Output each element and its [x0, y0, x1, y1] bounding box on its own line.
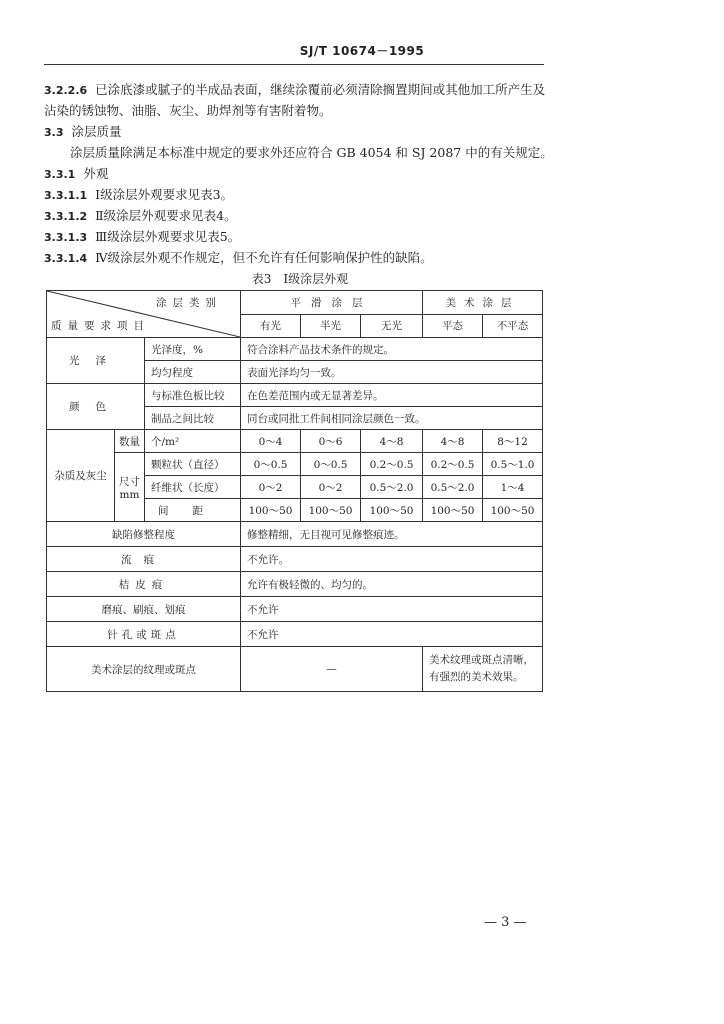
paragraph: [44, 122, 549, 143]
color-label: 颜色: [47, 384, 145, 430]
between-compare-label: 制品之间比较: [145, 407, 241, 430]
table-row: [47, 597, 543, 622]
paragraph: [44, 206, 549, 227]
impurity-label: 杂质及灰尘: [47, 430, 115, 522]
table-row: [47, 453, 543, 476]
count-value: 0～6: [301, 430, 361, 453]
clause-number: 3.3.1.3: [44, 231, 88, 244]
size-label: [115, 453, 145, 522]
spacing-value: 100～50: [241, 499, 301, 522]
table-corner-cell: [47, 291, 241, 338]
size-text: 尺寸: [119, 475, 140, 488]
granular-label: 颗粒状（直径）: [145, 453, 241, 476]
uniformity-label: 均匀程度: [145, 361, 241, 384]
paragraph: [44, 143, 575, 163]
gloss-degree-requirement: 符合涂料产品技术条件的规定。: [241, 338, 543, 361]
pinhole-requirement: 不允许: [241, 622, 543, 647]
fiber-value: 0.5～2.0: [423, 476, 483, 499]
granular-value: 0.2～0.5: [361, 453, 423, 476]
paragraph: [44, 185, 549, 206]
art-texture-requirement: 美术纹理或斑点清晰，有强烈的美术效果。: [423, 647, 543, 692]
orange-peel-requirement: 允许有极轻微的、均匀的。: [241, 572, 543, 597]
granular-value: 0～0.5: [241, 453, 301, 476]
finish-header: 有光: [241, 314, 301, 338]
fiber-label: 纤维状（长度）: [145, 476, 241, 499]
defect-repair-label: 缺陷修整程度: [47, 522, 241, 547]
table-row: [47, 522, 543, 547]
per-m2-label: 个/m²: [145, 430, 241, 453]
orange-peel-label: 桔皮痕: [47, 572, 241, 597]
between-compare-requirement: 同台或同批工件间相同涂层颜色一致。: [241, 407, 543, 430]
fiber-value: 1～4: [483, 476, 543, 499]
corner-top-label: 涂层类别: [156, 297, 223, 309]
clause-number: 3.3.1.1: [44, 189, 88, 202]
art-coating-header: 美术涂层: [423, 291, 543, 315]
table-row: [47, 430, 543, 453]
sag-label: 流痕: [47, 547, 241, 572]
finish-header: 不平态: [483, 314, 543, 338]
fiber-value: 0～2: [301, 476, 361, 499]
clause-number: 3.3.1.4: [44, 252, 88, 265]
table-row: [47, 338, 543, 361]
appearance-table: [46, 290, 543, 692]
count-value: 0～4: [241, 430, 301, 453]
pinhole-label: 针孔或斑点: [47, 622, 241, 647]
clause-number: 3.3.1.2: [44, 210, 88, 223]
table-row: [47, 547, 543, 572]
paragraph: [44, 101, 549, 121]
count-value: 4～8: [423, 430, 483, 453]
clause-text: Ⅰ级涂层外观要求见表3。: [95, 187, 234, 202]
finish-header: 半光: [301, 314, 361, 338]
page-number: — 3 —: [484, 915, 527, 930]
gloss-label: 光泽: [47, 338, 145, 384]
spacing-value: 100～50: [423, 499, 483, 522]
count-value: 8～12: [483, 430, 543, 453]
uniformity-requirement: 表面光泽均匀一致。: [241, 361, 543, 384]
paragraph: [44, 227, 549, 248]
header-rule: [44, 64, 544, 65]
clause-text: 沾染的锈蚀物、油脂、灰尘、助焊剂等有害附着物。: [44, 103, 332, 118]
finish-header: 无光: [361, 314, 423, 338]
table-row: [47, 384, 543, 407]
table-row: [47, 622, 543, 647]
granular-value: 0.5～1.0: [483, 453, 543, 476]
paragraph: [44, 164, 549, 185]
clause-text: 已涂底漆或腻子的半成品表面，继续涂覆前必须清除搁置期间或其他加工所产生及: [95, 82, 546, 97]
flat-coating-header: 平滑涂层: [241, 291, 423, 315]
clause-number: 3.3.1: [44, 168, 76, 181]
defect-repair-requirement: 修整精细，无目视可见修整痕迹。: [241, 522, 543, 547]
clause-text: 外观: [83, 166, 109, 181]
clause-text: Ⅲ级涂层外观要求见表5。: [95, 229, 241, 244]
std-compare-label: 与标准色板比较: [145, 384, 241, 407]
table-caption: 表3 Ⅰ级涂层外观: [251, 272, 349, 286]
granular-value: 0～0.5: [301, 453, 361, 476]
paragraph: [44, 80, 549, 101]
count-value: 4～8: [361, 430, 423, 453]
spacing-value: 100～50: [361, 499, 423, 522]
clause-number: 3.3: [44, 126, 64, 139]
size-unit: mm: [119, 488, 140, 501]
spacing-value: 100～50: [301, 499, 361, 522]
art-texture-flat-value: —: [241, 647, 423, 692]
paragraph: [44, 248, 549, 269]
std-compare-requirement: 在色差范围内或无显著差异。: [241, 384, 543, 407]
art-texture-label: 美术涂层的纹理或斑点: [47, 647, 241, 692]
sag-requirement: 不允许。: [241, 547, 543, 572]
table-header-row: [47, 291, 543, 315]
granular-value: 0.2～0.5: [423, 453, 483, 476]
clause-text: 涂层质量除满足本标准中规定的要求外还应符合 GB 4054 和 SJ 2087 中的有关规定。: [70, 145, 553, 160]
scratch-label: 磨痕、刷痕、划痕: [47, 597, 241, 622]
count-label: 数量: [115, 430, 145, 453]
table-row: [47, 647, 543, 692]
table-row: [47, 572, 543, 597]
corner-bottom-label: 质量要求项目: [51, 320, 150, 332]
document-number: SJ/T 10674－1995: [299, 44, 425, 58]
fiber-value: 0.5～2.0: [361, 476, 423, 499]
spacing-value: 100～50: [483, 499, 543, 522]
clause-number: 3.2.2.6: [44, 84, 88, 97]
spacing-label: 间距: [145, 499, 241, 522]
clause-text: Ⅱ级涂层外观要求见表4。: [95, 208, 237, 223]
gloss-degree-label: 光泽度，%: [145, 338, 241, 361]
fiber-value: 0～2: [241, 476, 301, 499]
scratch-requirement: 不允许: [241, 597, 543, 622]
clause-text: 涂层质量: [71, 124, 122, 139]
clause-text: Ⅳ级涂层外观不作规定，但不允许有任何影响保护性的缺陷。: [95, 250, 433, 265]
finish-header: 平态: [423, 314, 483, 338]
